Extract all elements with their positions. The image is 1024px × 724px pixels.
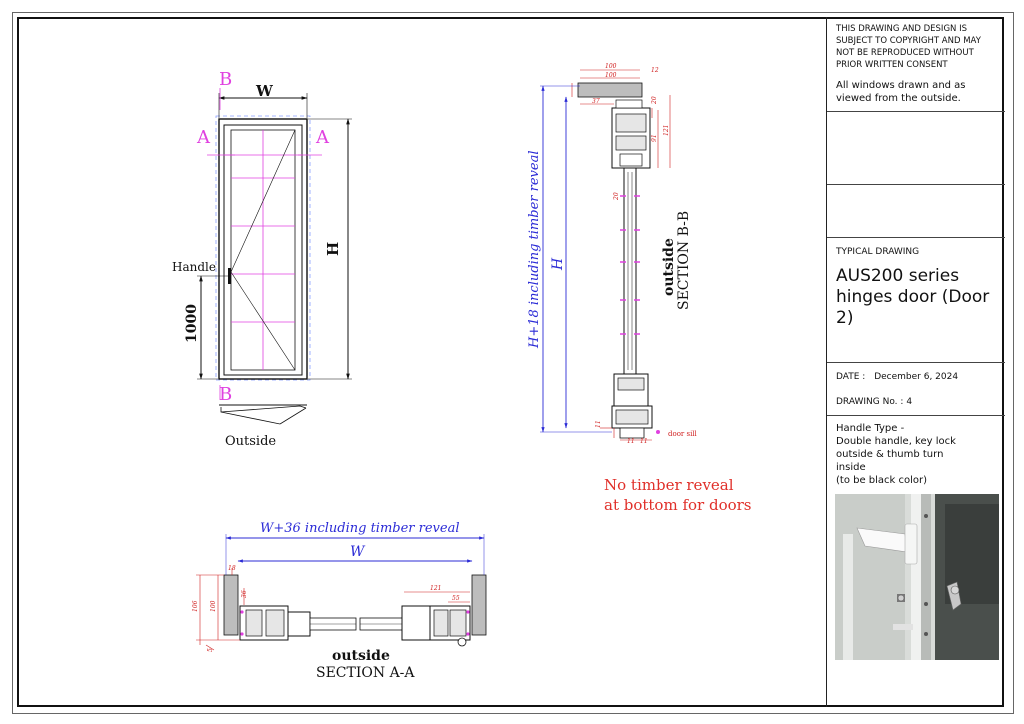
drawing-no-value: 4 <box>906 397 913 407</box>
bb-dim-12: 12 <box>651 67 659 74</box>
date-value: December 6, 2024 <box>874 372 959 382</box>
timber-reveal-note <box>604 476 752 514</box>
bb-outside-label: outside <box>661 238 677 296</box>
section-b-marker-top: B <box>219 69 233 90</box>
handle-type-title: Handle Type - <box>836 423 905 434</box>
section-b-marker-bottom: B <box>219 384 233 405</box>
outside-view-label: Outside <box>225 434 277 449</box>
bb-dim-20a: 20 <box>613 192 620 200</box>
section-aa-drawing <box>192 534 486 652</box>
section-aa-labels <box>260 521 460 681</box>
bb-section-title: SECTION B-B <box>676 210 692 310</box>
handle-color-note: (to be black color) <box>836 475 928 486</box>
bb-dim-11a: 11 <box>595 420 602 428</box>
elevation-labels <box>172 69 342 449</box>
date-label: DATE : <box>836 372 866 382</box>
handle-type-section <box>827 416 1005 707</box>
section-a-marker-right: A <box>316 127 329 148</box>
aa-section-title: SECTION A-A <box>316 665 415 681</box>
bb-dim-100b: 100 <box>605 72 617 79</box>
handle-label: Handle <box>172 260 216 274</box>
note-line-1: No timber reveal <box>604 476 734 494</box>
aa-outside-label: outside <box>332 648 390 664</box>
view-note: All windows drawn and as viewed from the outside. <box>836 80 966 104</box>
height-label: H <box>324 241 342 256</box>
copyright-section <box>827 17 1005 112</box>
aa-dim-55: 55 <box>452 595 460 602</box>
blank-section-2 <box>827 185 1005 238</box>
bb-dim-37: 37 <box>592 98 600 105</box>
aa-dim-5: 5 <box>207 648 214 652</box>
width-label: W <box>256 82 273 100</box>
note-line-2: at bottom for doors <box>604 496 752 514</box>
bb-dim-121: 121 <box>663 124 670 136</box>
bb-dim-11b: 11 <box>627 438 635 445</box>
drawing-title: AUS200 series hinges door (Door 2) <box>836 266 990 328</box>
aa-dim-121: 121 <box>430 585 442 592</box>
section-bb-labels <box>527 151 692 349</box>
section-a-marker-left: A <box>197 127 210 148</box>
aa-dim-18: 18 <box>228 565 236 572</box>
aa-width-dim-label: W <box>350 544 365 560</box>
bb-dim-11c: 11 <box>640 438 648 445</box>
door-sill-label: door sill <box>668 430 697 438</box>
handle-type-desc: Double handle, key lock outside & thumb turn inside <box>836 436 956 473</box>
handle-height-label: 1000 <box>184 304 200 343</box>
title-block <box>826 17 1004 707</box>
bb-dim-91: 91 <box>651 134 658 142</box>
blank-section-1 <box>827 112 1005 185</box>
aa-overall-dim-label: W+36 including timber reveal <box>260 521 460 536</box>
drawing-no-label: DRAWING No. : <box>836 397 904 407</box>
date-section <box>827 363 1005 416</box>
bb-overall-dim-label: H+18 including timber reveal <box>527 150 542 348</box>
aa-dim-100: 100 <box>210 600 217 612</box>
copyright-note: THIS DRAWING AND DESIGN IS SUBJECT TO COPYRIGHT AND MAY NOT BE REPRODUCED WITHOUT PRIOR WRITTEN CONSENT <box>836 24 981 70</box>
aa-dim-36: 36 <box>241 590 248 598</box>
drawing-title-section <box>827 238 1005 363</box>
bb-height-dim-label: H <box>550 257 566 270</box>
drawing-type: TYPICAL DRAWING <box>836 247 920 257</box>
aa-dim-106: 106 <box>192 600 199 612</box>
handle-photo <box>835 494 999 660</box>
bb-dim-20b: 20 <box>651 96 658 104</box>
bb-dim-100a: 100 <box>605 63 617 70</box>
